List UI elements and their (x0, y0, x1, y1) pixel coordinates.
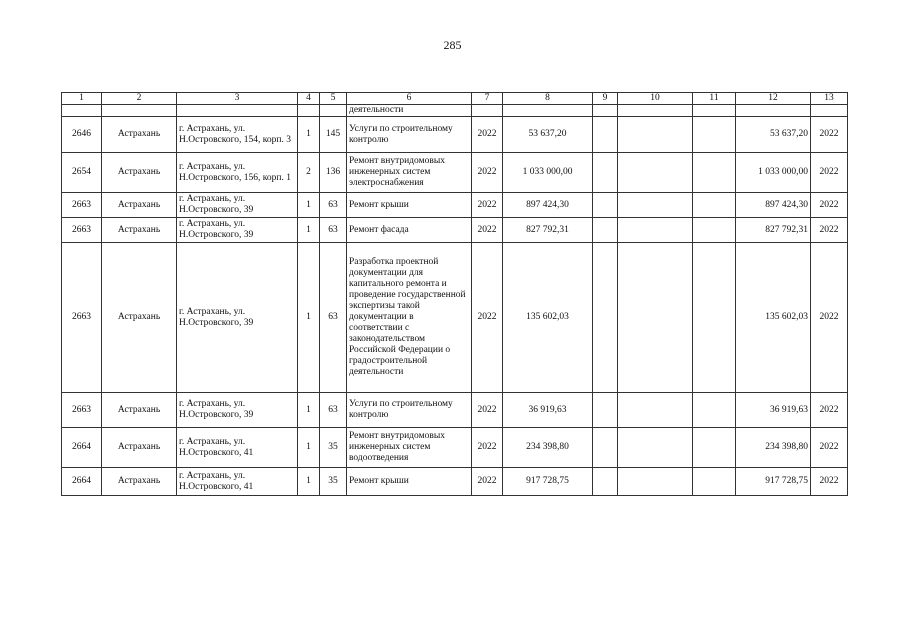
address-cell: г. Астрахань, ул. Н.Островского, 39 (177, 393, 298, 428)
column-11-cell (693, 428, 736, 468)
column-9-cell (593, 117, 618, 153)
year-cell: 2022 (472, 243, 503, 393)
table-row (62, 468, 848, 496)
row-number-cell: 2663 (62, 193, 102, 218)
work-type-cell: Услуги по строительному контролю (347, 117, 472, 153)
page-number: 285 (443, 38, 462, 52)
cost-amount-cell: 234 398,80 (736, 428, 811, 468)
header-cell: 2 (102, 93, 177, 105)
city-cell: Астрахань (102, 468, 177, 496)
column-5-cell: 63 (320, 393, 347, 428)
column-4-cell: 1 (298, 193, 320, 218)
row-number-cell: 2654 (62, 153, 102, 193)
header-cell: 4 (298, 93, 320, 105)
year-cell: 2022 (472, 468, 503, 496)
header-cell: 5 (320, 93, 347, 105)
cost-amount-cell: 36 919,63 (736, 393, 811, 428)
city-cell: Астрахань (102, 193, 177, 218)
cost-amount-cell: 917 728,75 (736, 468, 811, 496)
column-10-cell (618, 243, 693, 393)
empty-cell (472, 105, 503, 117)
cost-amount-cell: 135 602,03 (736, 243, 811, 393)
empty-cell (320, 105, 347, 117)
column-5-cell: 145 (320, 117, 347, 153)
table-row (62, 117, 848, 153)
column-10-cell (618, 468, 693, 496)
column-11-cell (693, 117, 736, 153)
column-11-cell (693, 468, 736, 496)
year-cell: 2022 (472, 428, 503, 468)
column-9-cell (593, 193, 618, 218)
header-cell: 3 (177, 93, 298, 105)
header-cell: 13 (811, 93, 848, 105)
table-row (62, 243, 848, 393)
header-cell: 11 (693, 93, 736, 105)
cost-amount-cell: 897 424,30 (736, 193, 811, 218)
total-cost-cell: 1 033 000,00 (503, 153, 593, 193)
carryover-row (62, 105, 848, 117)
column-10-cell (618, 393, 693, 428)
total-cost-cell: 53 637,20 (503, 117, 593, 153)
column-4-cell: 1 (298, 117, 320, 153)
city-cell: Астрахань (102, 117, 177, 153)
header-cell: 9 (593, 93, 618, 105)
empty-cell (298, 105, 320, 117)
address-cell: г. Астрахань, ул. Н.Островского, 39 (177, 218, 298, 243)
total-cost-cell: 36 919,63 (503, 393, 593, 428)
address-cell: г. Астрахань, ул. Н.Островского, 156, корп. 1 (177, 153, 298, 193)
city-cell: Астрахань (102, 393, 177, 428)
empty-cell (811, 105, 848, 117)
end-year-cell: 2022 (811, 117, 848, 153)
year-cell: 2022 (472, 218, 503, 243)
work-type-cell: Ремонт внутридомовых инженерных систем электроснабжения (347, 153, 472, 193)
work-type-cell: Ремонт крыши (347, 193, 472, 218)
year-cell: 2022 (472, 193, 503, 218)
header-cell: 8 (503, 93, 593, 105)
column-11-cell (693, 193, 736, 218)
end-year-cell: 2022 (811, 243, 848, 393)
total-cost-cell: 234 398,80 (503, 428, 593, 468)
column-10-cell (618, 428, 693, 468)
column-5-cell: 35 (320, 428, 347, 468)
column-10-cell (618, 117, 693, 153)
column-11-cell (693, 153, 736, 193)
row-number-cell: 2664 (62, 428, 102, 468)
empty-cell (693, 105, 736, 117)
carryover-text: деятельности (347, 105, 472, 117)
end-year-cell: 2022 (811, 393, 848, 428)
table-row (62, 193, 848, 218)
end-year-cell: 2022 (811, 218, 848, 243)
work-type-cell: Ремонт крыши (347, 468, 472, 496)
header-cell: 10 (618, 93, 693, 105)
address-cell: г. Астрахань, ул. Н.Островского, 41 (177, 428, 298, 468)
column-11-cell (693, 243, 736, 393)
work-type-cell: Ремонт внутридомовых инженерных систем водоотведения (347, 428, 472, 468)
work-type-cell: Разработка проектной документации для капитального ремонта и проведение государственной экспертизы такой документации в соответствии с законодательством Российской Федерации о градостроительной деятельности (347, 243, 472, 393)
column-10-cell (618, 218, 693, 243)
column-5-cell: 136 (320, 153, 347, 193)
column-11-cell (693, 393, 736, 428)
column-5-cell: 63 (320, 193, 347, 218)
address-cell: г. Астрахань, ул. Н.Островского, 39 (177, 193, 298, 218)
column-4-cell: 1 (298, 243, 320, 393)
column-4-cell: 1 (298, 468, 320, 496)
table-row (62, 393, 848, 428)
column-4-cell: 1 (298, 393, 320, 428)
column-10-cell (618, 153, 693, 193)
empty-cell (736, 105, 811, 117)
city-cell: Астрахань (102, 428, 177, 468)
column-9-cell (593, 428, 618, 468)
address-cell: г. Астрахань, ул. Н.Островского, 41 (177, 468, 298, 496)
table-row (62, 153, 848, 193)
header-row (62, 93, 848, 105)
empty-cell (177, 105, 298, 117)
column-5-cell: 63 (320, 243, 347, 393)
empty-cell (62, 105, 102, 117)
table-row (62, 218, 848, 243)
row-number-cell: 2664 (62, 468, 102, 496)
empty-cell (503, 105, 593, 117)
row-number-cell: 2663 (62, 218, 102, 243)
year-cell: 2022 (472, 393, 503, 428)
work-type-cell: Ремонт фасада (347, 218, 472, 243)
total-cost-cell: 897 424,30 (503, 193, 593, 218)
column-10-cell (618, 193, 693, 218)
total-cost-cell: 827 792,31 (503, 218, 593, 243)
end-year-cell: 2022 (811, 468, 848, 496)
column-9-cell (593, 153, 618, 193)
header-cell: 7 (472, 93, 503, 105)
address-cell: г. Астрахань, ул. Н.Островского, 39 (177, 243, 298, 393)
capital-repair-table (61, 92, 848, 496)
column-9-cell (593, 218, 618, 243)
year-cell: 2022 (472, 117, 503, 153)
total-cost-cell: 917 728,75 (503, 468, 593, 496)
row-number-cell: 2646 (62, 117, 102, 153)
end-year-cell: 2022 (811, 193, 848, 218)
year-cell: 2022 (472, 153, 503, 193)
work-type-cell: Услуги по строительному контролю (347, 393, 472, 428)
row-number-cell: 2663 (62, 393, 102, 428)
end-year-cell: 2022 (811, 428, 848, 468)
row-number-cell: 2663 (62, 243, 102, 393)
column-9-cell (593, 243, 618, 393)
column-11-cell (693, 218, 736, 243)
header-cell: 1 (62, 93, 102, 105)
empty-cell (618, 105, 693, 117)
address-cell: г. Астрахань, ул. Н.Островского, 154, корп. 3 (177, 117, 298, 153)
table-row (62, 428, 848, 468)
column-5-cell: 63 (320, 218, 347, 243)
column-5-cell: 35 (320, 468, 347, 496)
column-4-cell: 1 (298, 218, 320, 243)
empty-cell (593, 105, 618, 117)
total-cost-cell: 135 602,03 (503, 243, 593, 393)
column-4-cell: 1 (298, 428, 320, 468)
header-cell: 12 (736, 93, 811, 105)
city-cell: Астрахань (102, 218, 177, 243)
cost-amount-cell: 1 033 000,00 (736, 153, 811, 193)
city-cell: Астрахань (102, 153, 177, 193)
column-9-cell (593, 393, 618, 428)
column-4-cell: 2 (298, 153, 320, 193)
city-cell: Астрахань (102, 243, 177, 393)
column-9-cell (593, 468, 618, 496)
empty-cell (102, 105, 177, 117)
header-cell: 6 (347, 93, 472, 105)
end-year-cell: 2022 (811, 153, 848, 193)
cost-amount-cell: 53 637,20 (736, 117, 811, 153)
cost-amount-cell: 827 792,31 (736, 218, 811, 243)
